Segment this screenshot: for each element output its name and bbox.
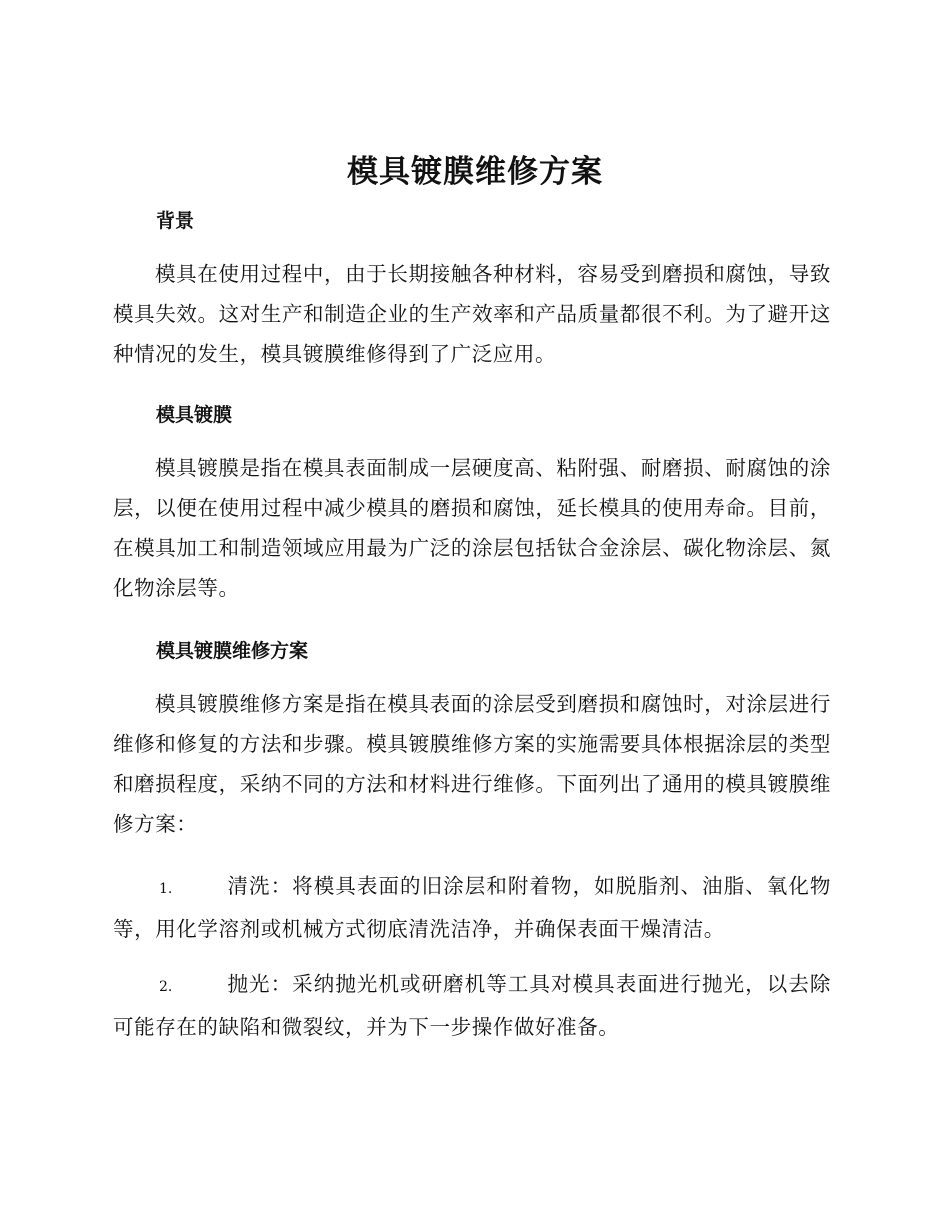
section-paragraph-mold-coating: 模具镀膜是指在模具表面制成一层硬度高、粘附强、耐磨损、耐腐蚀的涂层，以便在使用过程中减少模具的磨损和腐蚀，延长模具的使用寿命。目前，在模具加工和制造领域应用最为广泛的涂层包括钛合金涂层、碳化物涂层、氮化物涂层等。	[113, 456, 831, 600]
list-item	[113, 866, 831, 949]
section-paragraph-repair-plan: 模具镀膜维修方案是指在模具表面的涂层受到磨损和腐蚀时，对涂层进行维修和修复的方法和步骤。模具镀膜维修方案的实施需要具体根据涂层的类型和磨损程度，采纳不同的方法和材料进行维修。下面列出了通用的模具镀膜维修方案：	[113, 692, 831, 836]
list-item-number: 1.	[159, 881, 173, 897]
list-item-number: 2.	[159, 979, 173, 995]
list-item-text: 抛光：采纳抛光机或研磨机等工具对模具表面进行抛光，以去除可能存在的缺陷和微裂纹，并为下一步操作做好准备。	[113, 972, 831, 1039]
section-heading-repair-plan: 模具镀膜维修方案	[156, 640, 309, 662]
list-item-text: 清洗：将模具表面的旧涂层和附着物，如脱脂剂、油脂、氧化物等，用化学溶剂或机械方式彻底清洗洁净，并确保表面干燥清洁。	[113, 874, 831, 941]
section-paragraph-background: 模具在使用过程中，由于长期接触各种材料，容易受到磨损和腐蚀，导致模具失效。这对生产和制造企业的生产效率和产品质量都很不利。为了避开这种情况的发生，模具镀膜维修得到了广泛应用。	[113, 262, 831, 366]
list-item	[113, 964, 831, 1047]
section-heading-background: 背景	[156, 210, 195, 232]
document-title: 模具镀膜维修方案	[347, 154, 603, 190]
section-heading-mold-coating: 模具镀膜	[156, 404, 233, 426]
